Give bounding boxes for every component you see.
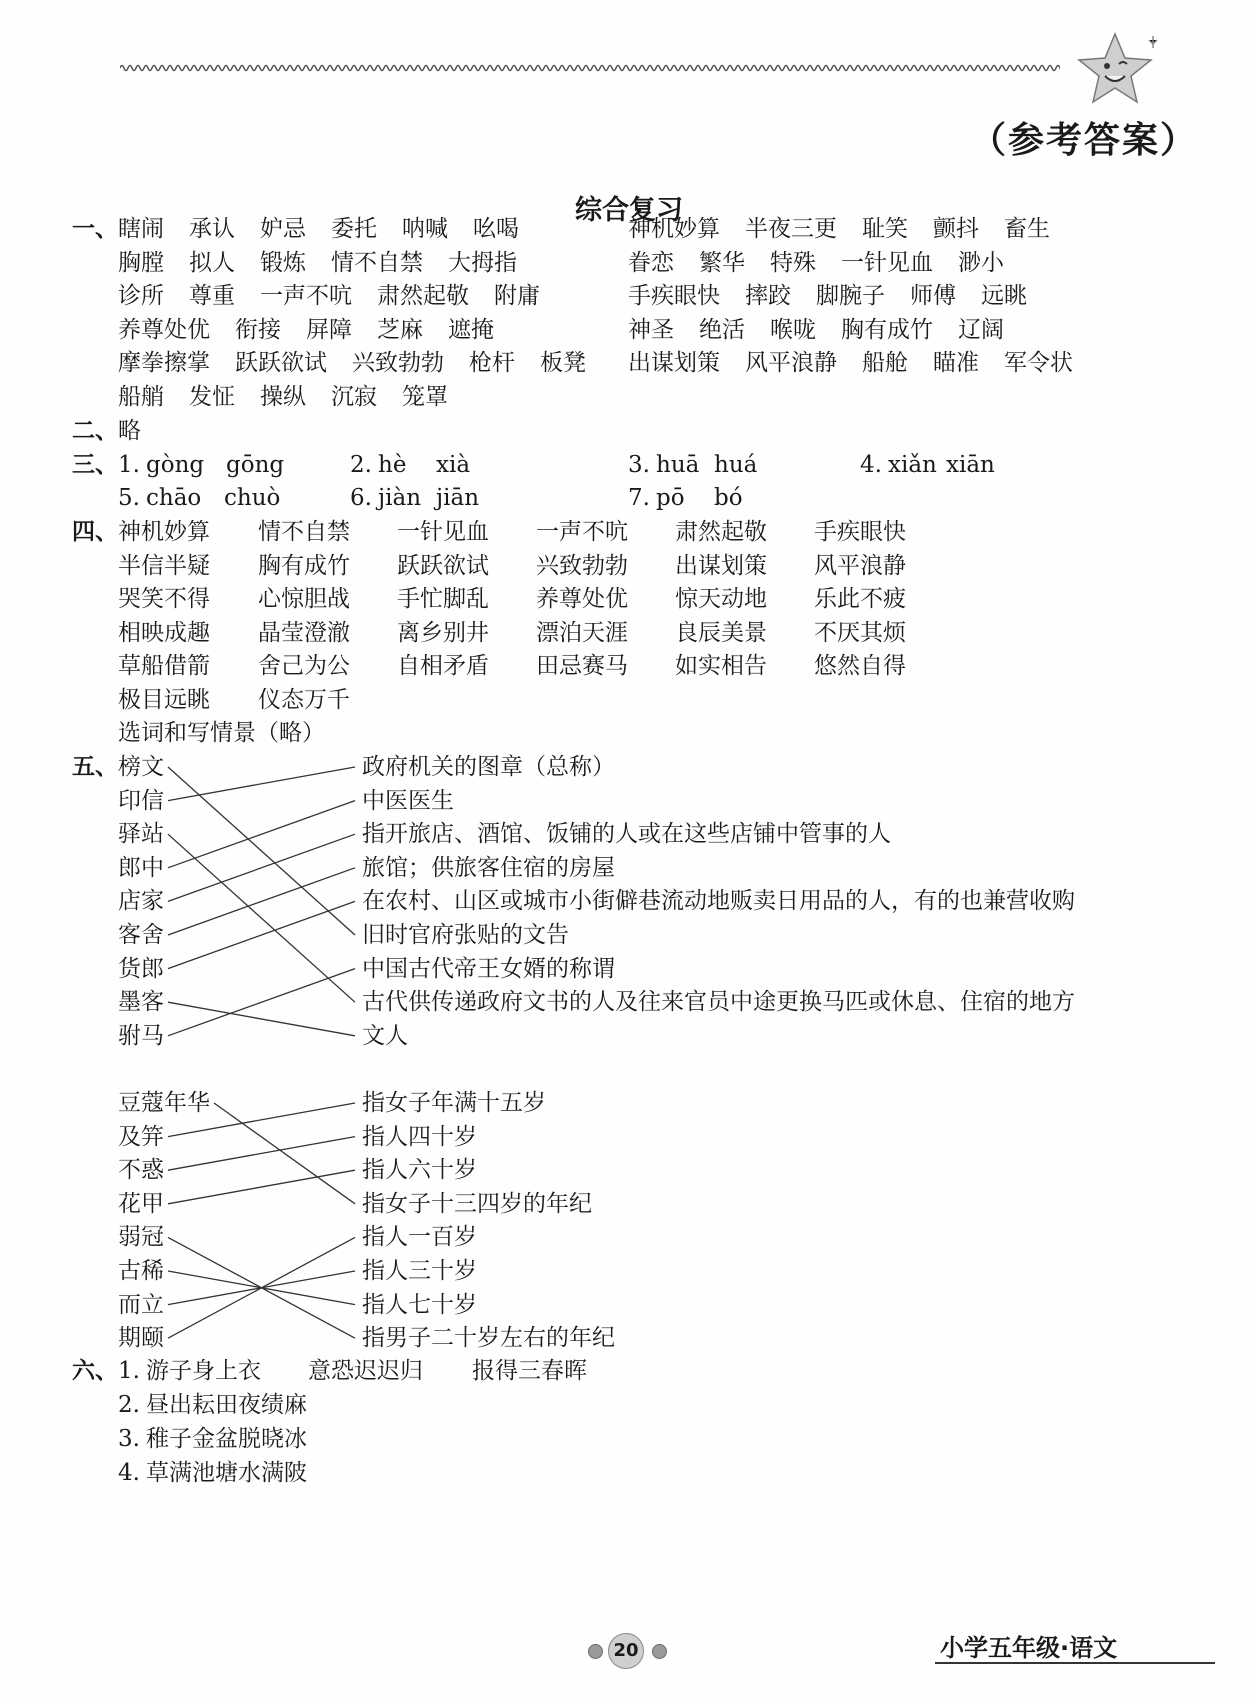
vocab-word: 发怔 [189, 384, 235, 410]
q5-marker: 五、 [72, 754, 118, 780]
vocab-word: 辽阔 [958, 316, 1004, 343]
connector-line [168, 801, 355, 868]
connector-line [168, 767, 355, 801]
vocab-word: 大拇指 [448, 249, 517, 276]
pinyin-reading: gòng [146, 452, 205, 478]
pinyin-reading: chāo [146, 485, 202, 511]
vocab-word: 瞎闹 [118, 216, 164, 242]
footer-dot-right [652, 1644, 667, 1659]
definition-right: 政府机关的图章（总称） [362, 754, 615, 780]
vocab-word: 神机妙算 [628, 216, 720, 242]
idiom-word: 手忙脚乱 [397, 586, 489, 612]
pinyin-reading: bó [714, 485, 743, 511]
idiom-word: 舍己为公 [258, 653, 350, 679]
vocab-word: 枪杆 [469, 350, 515, 377]
term-left: 驿站 [118, 821, 164, 848]
idiom-word: 一针见血 [397, 519, 489, 545]
vocab-word: 板凳 [540, 350, 586, 377]
pinyin-item-number: 4. [860, 452, 882, 478]
vocab-word: 尊重 [189, 283, 235, 310]
idiom-word: 离乡别井 [397, 619, 489, 646]
vocab-word: 手疾眼快 [628, 283, 720, 310]
definition-right: 指人三十岁 [362, 1258, 477, 1284]
definition-right: 指女子十三四岁的年纪 [362, 1190, 592, 1217]
pinyin-reading: xiǎn [888, 452, 937, 478]
definition-right: 旅馆；供旅客住宿的房屋 [362, 854, 615, 881]
vocab-word: 呐喊 [402, 216, 448, 242]
poem-line-number: 3. [118, 1426, 140, 1452]
definition-right: 指人六十岁 [362, 1157, 477, 1184]
vocab-word: 出谋划策 [628, 350, 720, 377]
term-left: 古稀 [118, 1258, 164, 1284]
poem-line-number: 2. [118, 1392, 140, 1418]
footer-rule [935, 1662, 1215, 1664]
connector-line [168, 1137, 355, 1171]
pinyin-reading: hè [378, 452, 407, 478]
vocab-word: 神圣 [628, 316, 674, 343]
idiom-word: 如实相告 [675, 653, 767, 679]
term-left: 货郎 [118, 955, 164, 982]
footer-dot-left [588, 1644, 603, 1659]
vocab-word: 风平浪静 [745, 350, 837, 377]
section-title: 综合复习 [575, 195, 683, 226]
vocab-word: 沉寂 [331, 384, 377, 410]
vocab-word: 情不自禁 [331, 249, 423, 276]
idiom-word: 田忌赛马 [536, 653, 628, 679]
idiom-word: 半信半疑 [118, 552, 210, 579]
pinyin-reading: pō [656, 485, 685, 511]
idiom-word: 草船借箭 [118, 653, 210, 679]
poem-line-text: 草满池塘水满陂 [146, 1460, 307, 1486]
term-left: 榜文 [118, 754, 164, 780]
q2-marker: 二、 [72, 418, 118, 444]
idiom-word: 一声不吭 [536, 519, 628, 545]
term-left: 印信 [118, 787, 164, 814]
pinyin-item-number: 5. [118, 485, 140, 511]
q4-note: 选词和写情景（略） [118, 720, 325, 746]
vocab-word: 笼罩 [402, 384, 448, 410]
poem-line-number: 4. [118, 1460, 140, 1486]
connector-line [168, 1170, 355, 1204]
vocab-word: 拟人 [189, 249, 235, 276]
definition-right: 中国古代帝王女婿的称谓 [362, 955, 615, 982]
idiom-word: 极目远眺 [118, 686, 210, 713]
pinyin-reading: jiān [436, 485, 480, 511]
vocab-word: 半夜三更 [745, 216, 837, 242]
vocab-word: 师傅 [910, 283, 956, 310]
idiom-word: 惊天动地 [675, 586, 767, 612]
vocab-word: 胸有成竹 [841, 316, 933, 343]
definition-right: 指开旅店、酒馆、饭铺的人或在这些店铺中管事的人 [362, 821, 891, 848]
vocab-word: 遮掩 [448, 316, 494, 343]
idiom-word: 手疾眼快 [814, 519, 906, 545]
q6-marker: 六、 [72, 1358, 118, 1384]
idiom-word: 心惊胆战 [258, 586, 350, 612]
term-left: 弱冠 [118, 1224, 164, 1251]
connector-line [168, 767, 355, 935]
pinyin-reading: xià [436, 452, 471, 478]
idiom-word: 兴致勃勃 [536, 552, 628, 579]
idiom-word: 不厌其烦 [814, 619, 906, 646]
vocab-word: 芝麻 [377, 316, 423, 343]
q3-marker: 三、 [72, 452, 118, 478]
term-left: 墨客 [118, 989, 164, 1016]
term-left: 郎中 [118, 854, 164, 881]
idiom-word: 仪态万千 [258, 686, 350, 713]
definition-right: 旧时官府张贴的文告 [362, 922, 569, 948]
vocab-word: 耻笑 [862, 216, 908, 242]
vocab-word: 摔跤 [745, 283, 791, 310]
connector-line [214, 1103, 355, 1204]
vocab-word: 诊所 [118, 283, 164, 310]
connector-line [168, 868, 355, 935]
pinyin-item-number: 1. [118, 452, 140, 478]
q2-text: 略 [118, 418, 141, 444]
pinyin-reading: huā [656, 452, 700, 478]
idiom-word: 肃然起敬 [675, 519, 767, 545]
poem-line-text: 昼出耘田夜绩麻 [146, 1392, 307, 1418]
vocab-word: 衔接 [235, 316, 281, 343]
vocab-word: 操纵 [260, 384, 306, 410]
vocab-word: 承认 [189, 216, 235, 242]
vocab-word: 养尊处优 [118, 316, 210, 343]
vocab-word: 畜生 [1004, 216, 1050, 242]
vocab-word: 绝活 [699, 316, 745, 343]
connector-line [168, 969, 355, 1036]
vocab-word: 摩拳擦掌 [118, 350, 210, 377]
idiom-word: 哭笑不得 [118, 586, 210, 612]
vocab-word: 一针见血 [841, 249, 933, 276]
idiom-word: 出谋划策 [675, 552, 767, 579]
idiom-word: 乐此不疲 [814, 586, 906, 612]
definition-right: 中医医生 [362, 787, 454, 814]
vocab-word: 军令状 [1004, 350, 1073, 377]
term-left: 客舍 [118, 922, 164, 948]
grade-subject-label: 小学五年级·语文 [940, 1634, 1118, 1662]
vocab-word: 委托 [331, 216, 377, 242]
vocab-word: 远眺 [981, 283, 1027, 310]
pinyin-reading: huá [714, 452, 758, 478]
connector-line [168, 901, 355, 968]
definition-right: 指男子二十岁左右的年纪 [362, 1325, 615, 1352]
vocab-word: 瞄准 [933, 350, 979, 377]
idiom-word: 漂泊天涯 [536, 619, 628, 646]
term-left: 而立 [118, 1291, 164, 1318]
poem-line-text: 报得三春晖 [472, 1358, 587, 1384]
page-number-badge: 20 [608, 1633, 644, 1669]
term-left: 花甲 [118, 1190, 164, 1217]
definition-right: 古代供传递政府文书的人及往来官员中途更换马匹或休息、住宿的地方 [362, 989, 1075, 1016]
idiom-word: 晶莹澄澈 [258, 619, 350, 646]
idiom-word: 跃跃欲试 [397, 552, 489, 579]
term-left: 不惑 [118, 1157, 164, 1184]
idiom-word: 情不自禁 [258, 519, 350, 545]
vocab-word: 喉咙 [770, 316, 816, 343]
pinyin-item-number: 7. [628, 485, 650, 511]
poem-line-text: 游子身上衣 [146, 1358, 261, 1384]
vocab-word: 颤抖 [933, 216, 979, 242]
vocab-word: 脚腕子 [816, 283, 885, 310]
definition-right: 指女子年满十五岁 [362, 1090, 546, 1116]
connector-line [168, 834, 355, 901]
vocab-word: 一声不吭 [260, 283, 352, 310]
definition-right: 指人四十岁 [362, 1123, 477, 1150]
vocab-word: 肃然起敬 [377, 283, 469, 310]
definition-right: 在农村、山区或城市小街僻巷流动地贩卖日用品的人，有的也兼营收购 [362, 888, 1075, 915]
connector-line [168, 834, 355, 1002]
pinyin-item-number: 2. [350, 452, 372, 478]
idiom-word: 神机妙算 [118, 519, 210, 545]
term-left: 豆蔻年华 [118, 1090, 210, 1116]
vocab-word: 锻炼 [260, 249, 306, 276]
pinyin-item-number: 6. [350, 485, 372, 511]
vocab-word: 屏障 [306, 316, 352, 343]
term-left: 店家 [118, 888, 164, 915]
term-left: 期颐 [118, 1325, 164, 1352]
vocab-word: 渺小 [958, 249, 1004, 276]
vocab-word: 附庸 [494, 283, 540, 310]
connector-line [168, 1103, 355, 1137]
connector-line [168, 1002, 355, 1036]
vocab-word: 船舱 [862, 350, 908, 377]
q1-marker: 一、 [72, 216, 118, 242]
answer-key-title: （参考答案） [970, 120, 1199, 161]
term-left: 及笄 [118, 1123, 164, 1150]
pinyin-reading: xiān [946, 452, 995, 478]
idiom-word: 悠然自得 [814, 653, 906, 679]
vocab-word: 跃跃欲试 [235, 350, 327, 377]
poem-line-text: 意恐迟迟归 [308, 1358, 423, 1384]
vocab-word: 妒忌 [260, 216, 306, 242]
definition-right: 指人一百岁 [362, 1224, 477, 1251]
idiom-word: 自相矛盾 [397, 653, 489, 679]
idiom-word: 良辰美景 [675, 619, 767, 646]
vocab-word: 兴致勃勃 [352, 350, 444, 377]
idiom-word: 风平浪静 [814, 552, 906, 579]
q4-marker: 四、 [72, 519, 118, 545]
pinyin-item-number: 3. [628, 452, 650, 478]
vocab-word: 吆喝 [473, 216, 519, 242]
pinyin-reading: gōng [226, 452, 285, 478]
vocab-word: 眷恋 [628, 249, 674, 276]
pinyin-reading: chuò [224, 485, 281, 511]
idiom-word: 相映成趣 [118, 619, 210, 646]
idiom-word: 胸有成竹 [258, 552, 350, 579]
poem-line-number: 1. [118, 1358, 140, 1384]
vocab-word: 繁华 [699, 249, 745, 276]
poem-line-text: 稚子金盆脱晓冰 [146, 1426, 307, 1452]
vocab-word: 特殊 [770, 249, 816, 276]
term-left: 驸马 [118, 1022, 164, 1049]
pinyin-reading: jiàn [378, 485, 422, 511]
idiom-word: 养尊处优 [536, 586, 628, 612]
vocab-word: 船艄 [118, 384, 164, 410]
vocab-word: 胸膛 [118, 249, 164, 276]
definition-right: 文人 [362, 1022, 408, 1049]
definition-right: 指人七十岁 [362, 1291, 477, 1318]
